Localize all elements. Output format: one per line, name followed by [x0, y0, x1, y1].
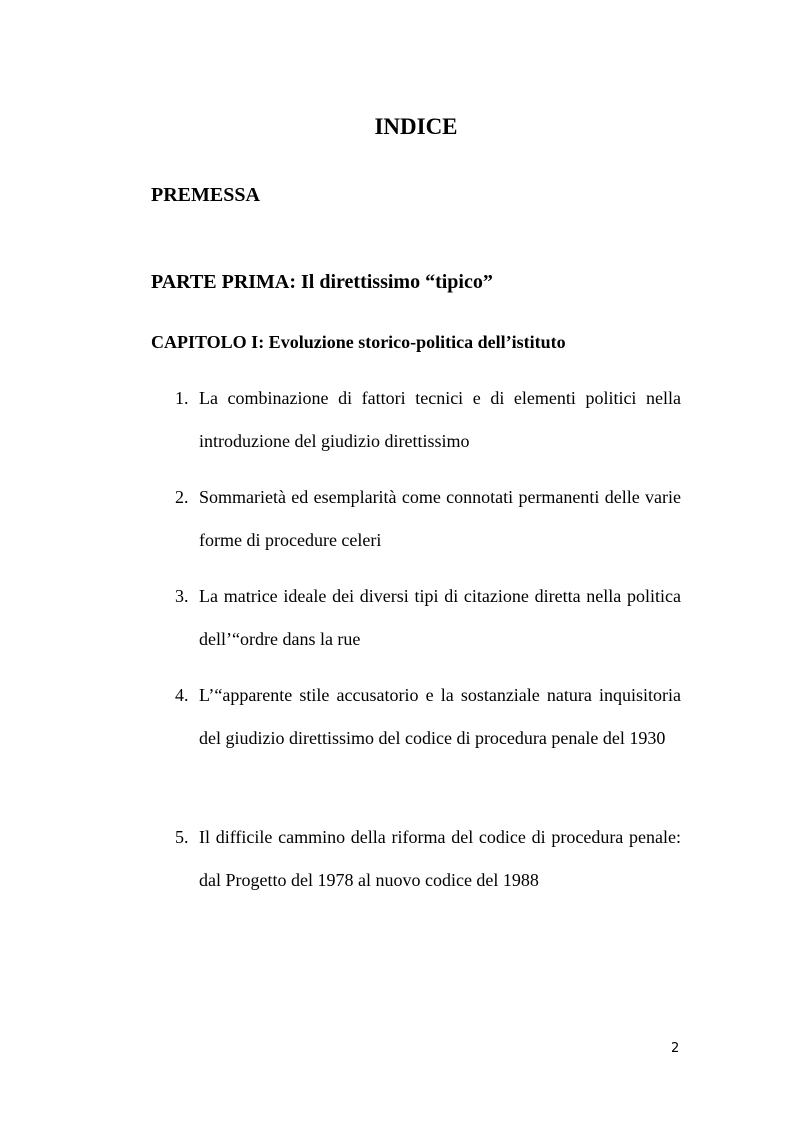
- toc-item-1: [175, 377, 681, 463]
- toc-item-2: [175, 476, 681, 562]
- page-number: 2: [671, 1041, 680, 1056]
- chapter-heading: CAPITOLO I: Evoluzione storico-politica dell’istituto: [151, 332, 566, 352]
- premessa-heading: PREMESSA: [151, 184, 260, 206]
- toc-item-text: Sommarietà ed esemplarità come connotati permanenti delle varie forme di procedure celeri: [199, 487, 681, 550]
- toc-item-number: 2.: [175, 487, 189, 507]
- toc-item-number: 1.: [175, 388, 189, 408]
- index-title: INDICE: [374, 114, 458, 139]
- toc-item-3: [175, 575, 681, 661]
- toc-item-number: 5.: [175, 827, 189, 847]
- toc-item-text: La matrice ideale dei diversi tipi di citazione diretta nella politica dell’“ordre dans la rue: [199, 586, 681, 649]
- toc-item-number: 4.: [175, 685, 189, 705]
- toc-item-text: L’“apparente stile accusatorio e la sostanziale natura inquisitoria del giudizio direttissimo del codice di procedura penale del 1930: [199, 685, 681, 748]
- toc-item-text: La combinazione di fattori tecnici e di elementi politici nella introduzione del giudizio direttissimo: [199, 388, 681, 451]
- toc-item-4: [175, 674, 681, 760]
- toc-item-text: Il difficile cammino della riforma del codice di procedura penale: dal Progetto del 1978 al nuovo codice del 1988: [199, 827, 681, 890]
- part-heading: PARTE PRIMA: Il direttissimo “tipico”: [151, 271, 493, 293]
- toc-item-number: 3.: [175, 586, 189, 606]
- toc-item-5: [175, 816, 681, 902]
